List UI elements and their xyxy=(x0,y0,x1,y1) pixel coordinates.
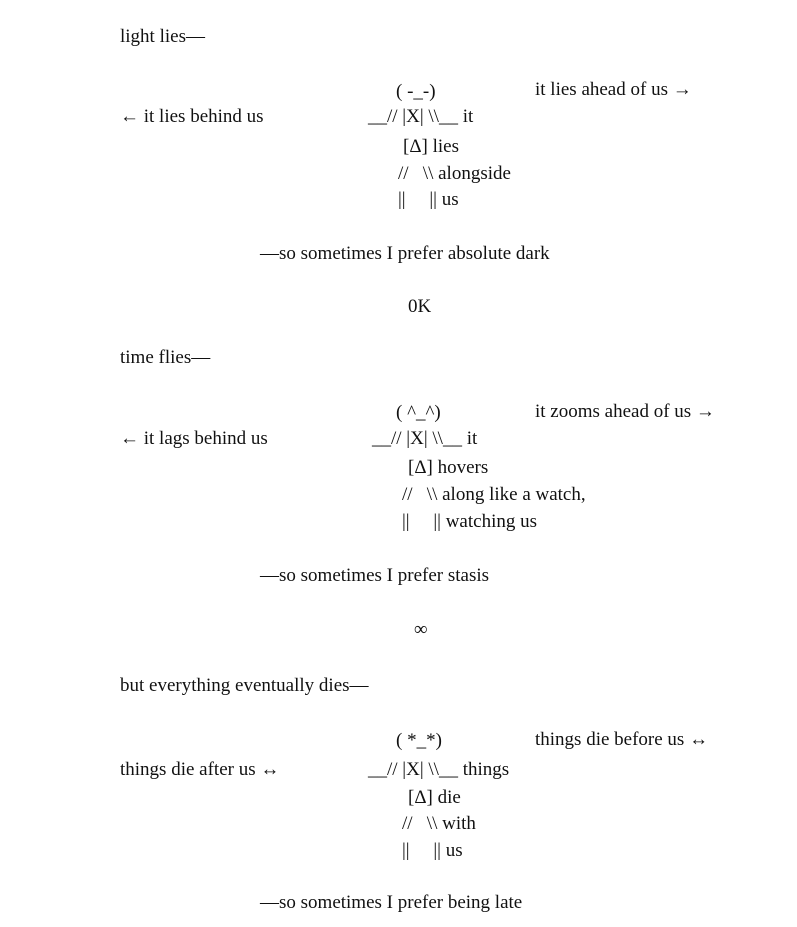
stanza-2-symbol: ∞ xyxy=(414,619,428,640)
stanza-1-figure-face: ( -_-) xyxy=(396,81,436,102)
stanza-1-figure-arms: __// |X| \\__ it xyxy=(368,106,474,127)
stanza-1-closing: —so sometimes I prefer absolute dark xyxy=(260,243,550,264)
stanza-3-figure-face: ( *_*) xyxy=(396,730,442,751)
stanza-3-figure-feet: || || us xyxy=(402,840,463,861)
stanza-3-figure-body: [Δ] die xyxy=(408,787,461,808)
stanza-3-left-text: things die after us ↔ xyxy=(120,759,280,780)
stanza-1-figure-body: [Δ] lies xyxy=(403,136,460,157)
stanza-1-symbol: 0K xyxy=(408,296,432,317)
stanza-2-figure-legs: // \\ along like a watch, xyxy=(402,484,586,505)
stanza-1-left-text: ← it lies behind us xyxy=(120,106,264,127)
stanza-3-figure-legs: // \\ with xyxy=(402,813,476,834)
stanza-1-title: light lies— xyxy=(120,26,205,47)
stanza-1-figure-feet: || || us xyxy=(398,189,459,210)
stanza-2-right-text: it zooms ahead of us → xyxy=(535,401,715,422)
stanza-2-closing: —so sometimes I prefer stasis xyxy=(260,565,490,586)
stanza-2-figure-face: ( ^_^) xyxy=(396,402,441,423)
stanza-2-left-text: ← it lags behind us xyxy=(120,428,268,449)
stanza-3-right-text: things die before us ↔ xyxy=(535,729,709,750)
stanza-3-title: but everything eventually dies— xyxy=(120,675,369,696)
stanza-2-figure-arms: __// |X| \\__ it xyxy=(372,428,478,449)
stanza-2-title: time flies— xyxy=(120,347,211,368)
stanza-3-closing: —so sometimes I prefer being late xyxy=(260,892,523,913)
stanza-1-figure-legs: // \\ alongside xyxy=(398,163,511,184)
stanza-1-right-text: it lies ahead of us → xyxy=(535,79,692,100)
stanza-2-figure-body: [Δ] hovers xyxy=(408,457,489,478)
stanza-3-figure-arms: __// |X| \\__ things xyxy=(368,759,510,780)
stanza-2-figure-feet: || || watching us xyxy=(402,511,538,532)
